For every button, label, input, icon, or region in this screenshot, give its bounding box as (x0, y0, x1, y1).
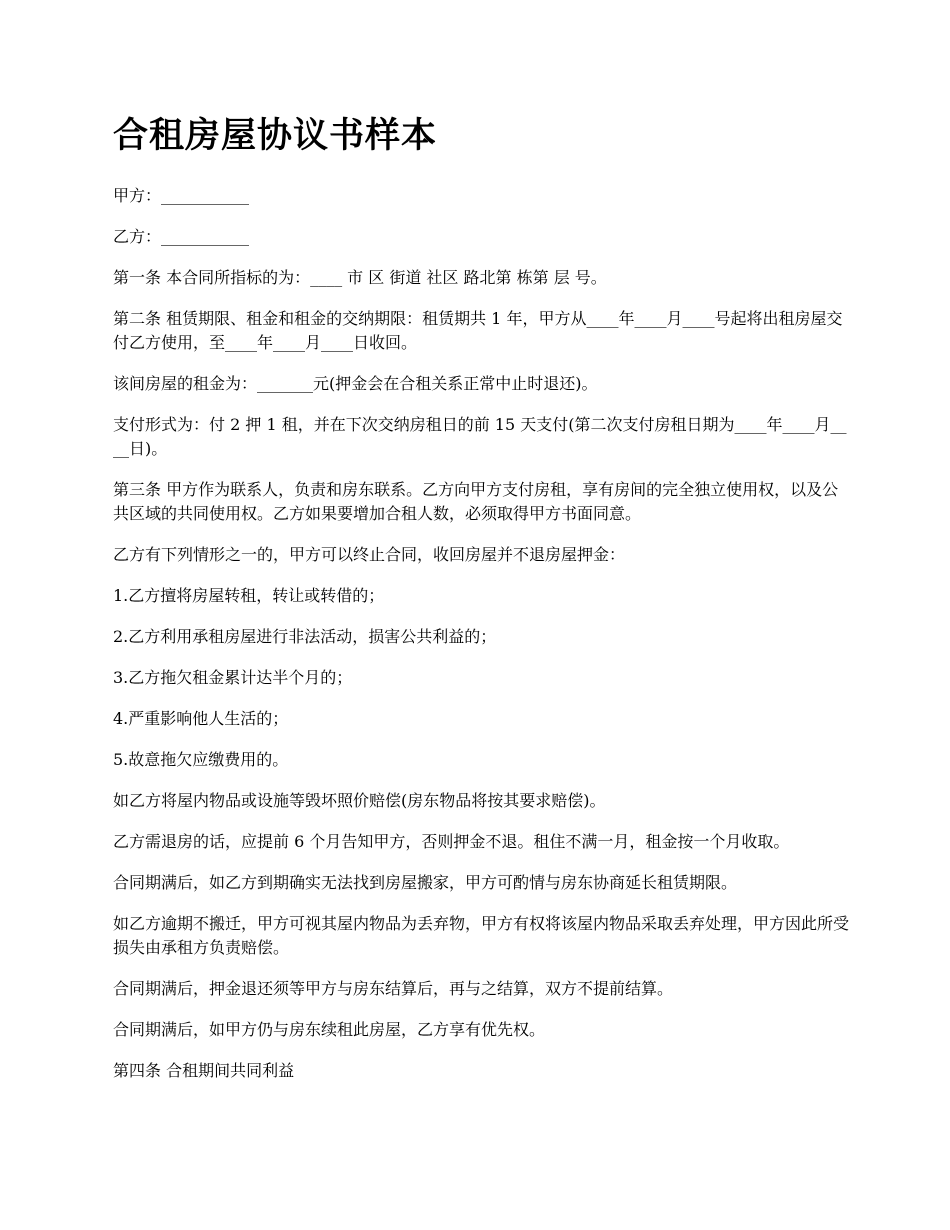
overdue-move-out: 如乙方逾期不搬迁，甲方可视其屋内物品为丢弃物，甲方有权将该屋内物品采取丢弃处理，甲方因此所受损失由承租方负责赔偿。 (113, 914, 850, 957)
party-a-line: 甲方：___________ (113, 186, 250, 205)
article-1: 第一条 本合同所指标的为：____ 市 区 街道 社区 路北第 栋第 层 号。 (113, 268, 607, 287)
move-out-notice: 乙方需退房的话，应提前 6 个月告知甲方，否则押金不退。租住不满一月，租金按一个月收取。 (113, 832, 790, 851)
lease-extension: 合同期满后，如乙方到期确实无法找到房屋搬家，甲方可酌情与房东协商延长租赁期限。 (113, 873, 738, 892)
deposit-settlement: 合同期满后，押金退还须等甲方与房东结算后，再与之结算，双方不提前结算。 (113, 979, 674, 998)
party-b-line: 乙方：___________ (113, 227, 250, 246)
payment-method: 支付形式为：付 2 押 1 租，并在下次交纳房租日的前 15 天支付(第二次支付房租日期为____年____月____日)。 (113, 415, 847, 458)
termination-item-2: 2.乙方利用承租房屋进行非法活动，损害公共利益的； (113, 627, 497, 646)
damage-compensation: 如乙方将屋内物品或设施等毁坏照价赔偿(房东物品将按其要求赔偿)。 (113, 791, 606, 810)
article-2: 第二条 租赁期限、租金和租金的交纳期限：租赁期共 1 年，甲方从____年____月____号起将出租房屋交付乙方使用，至____年____月____日收回。 (113, 309, 843, 352)
article-3: 第三条 甲方作为联系人，负责和房东联系。乙方向甲方支付房租，享有房间的完全独立使用权，以及公共区域的共同使用权。乙方如果要增加合租人数，必须取得甲方书面同意。 (113, 480, 839, 523)
article-4-heading: 第四条 合租期间共同利益 (113, 1061, 295, 1080)
rent-amount: 该间房屋的租金为：_______元(押金会在合租关系正常中止时退还)。 (113, 374, 598, 393)
document-page (113, 110, 853, 1100)
termination-item-3: 3.乙方拖欠租金累计达半个月的； (113, 668, 353, 687)
priority-renewal: 合同期满后，如甲方仍与房东续租此房屋，乙方享有优先权。 (113, 1020, 546, 1039)
termination-item-5: 5.故意拖欠应缴费用的。 (113, 750, 289, 769)
termination-intro: 乙方有下列情形之一的，甲方可以终止合同，收回房屋并不退房屋押金： (113, 545, 626, 564)
termination-item-1: 1.乙方擅将房屋转租，转让或转借的； (113, 586, 385, 605)
document-title: 合租房屋协议书样本 (113, 115, 438, 156)
termination-item-4: 4.严重影响他人生活的； (113, 709, 289, 728)
